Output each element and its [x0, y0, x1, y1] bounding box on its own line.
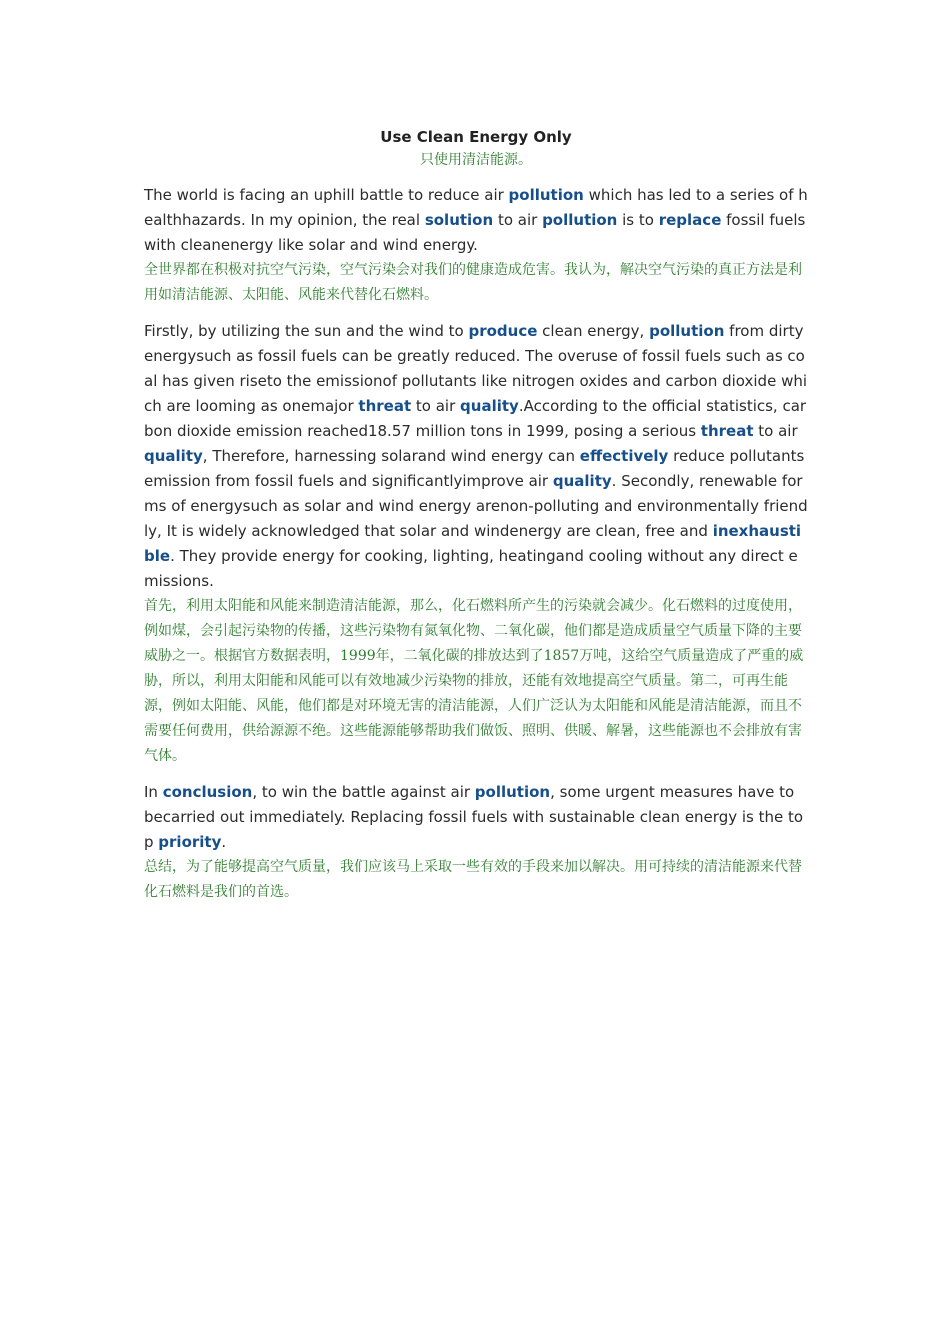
text-run: . Secondly, renewable forms of energysuch as solar and wind energy arenon-polluting and environmentally friendly, It is widely acknowledged that solar and windenergy are clean, free and	[144, 472, 808, 540]
keyword: effectively	[579, 447, 669, 465]
text-run: to air	[493, 211, 543, 229]
english-paragraph	[144, 780, 808, 855]
keyword: threat	[700, 422, 754, 440]
text-run: to air	[753, 422, 798, 440]
text-run: which has led to a series of healthhazards. In my opinion, the real	[144, 186, 808, 229]
text-run: .	[221, 833, 227, 851]
text-run: is to	[617, 211, 659, 229]
paragraph-block	[144, 183, 808, 308]
english-paragraph	[144, 319, 808, 594]
english-paragraph	[144, 183, 808, 258]
keyword: threat	[358, 397, 412, 415]
text-run: , Therefore, harnessing solarand wind energy can	[202, 447, 580, 465]
keyword: inexhaustible	[144, 522, 802, 565]
document-title: Use Clean Energy Only	[380, 128, 572, 146]
text-run: Firstly, by utilizing the sun and the wind to	[144, 322, 469, 340]
keyword: pollution	[542, 211, 618, 229]
text-run: fossil fuels with cleanenergy like solar and wind energy.	[144, 211, 806, 254]
document-title-translation: 只使用清洁能源。	[420, 152, 532, 168]
text-run: . They provide energy for cooking, lighting, heatingand cooling without any direct emissions.	[144, 547, 798, 590]
keyword: replace	[658, 211, 722, 229]
keyword: quality	[144, 447, 203, 465]
chinese-translation: 全世界都在积极对抗空气污染，空气污染会对我们的健康造成危害。我认为，解决空气污染的真正方法是利用如清洁能源、太阳能、风能来代替化石燃料。	[144, 262, 802, 303]
chinese-translation: 总结，为了能够提高空气质量，我们应该马上采取一些有效的手段来加以解决。用可持续的清洁能源来代替化石燃料是我们的首选。	[144, 859, 802, 900]
text-run: .According to the official statistics, carbon dioxide emission reached18.57 million tons in 1999, posing a serious	[144, 397, 807, 440]
keyword: quality	[460, 397, 519, 415]
text-run: from dirty energysuch as fossil fuels can be greatly reduced. The overuse of fossil fuels such as coal has given riseto the emissionof pollutants like nitrogen oxides and carbon dioxide which are looming as onemajor	[144, 322, 808, 415]
document-page	[144, 126, 808, 916]
text-run: The world is facing an uphill battle to reduce air	[144, 186, 509, 204]
keyword: quality	[552, 472, 612, 490]
paragraph-block	[144, 319, 808, 769]
paragraph-block	[144, 780, 808, 905]
text-run: In	[144, 783, 163, 801]
keyword: pollution	[649, 322, 725, 340]
text-run: to air	[411, 397, 461, 415]
text-run: clean energy,	[537, 322, 650, 340]
keyword: priority	[158, 833, 222, 851]
keyword: conclusion	[162, 783, 253, 801]
text-run: , to win the battle against air	[252, 783, 475, 801]
text-run: , some urgent measures have to becarried out immediately. Replacing fossil fuels with sustainable clean energy is the top	[144, 783, 804, 851]
keyword: produce	[468, 322, 538, 340]
keyword: pollution	[474, 783, 551, 801]
keyword: solution	[424, 211, 494, 229]
text-run: reduce pollutants emission from fossil fuels and significantlyimprove air	[144, 447, 805, 490]
keyword: pollution	[508, 186, 584, 204]
chinese-translation: 首先，利用太阳能和风能来制造清洁能源，那么，化石燃料所产生的污染就会减少。化石燃料的过度使用，例如煤，会引起污染物的传播，这些污染物有氮氧化物、二氧化碳，他们都是造成质量空气质量下降的主要威胁之一。根据官方数据表明，1999年，二氧化碳的排放达到了1857万吨，这给空气质量造成了严重的威胁，所以，利用太阳能和风能可以有效地减少污染物的排放，还能有效地提高空气质量。第二，可再生能源，例如太阳能、风能，他们都是对环境无害的清洁能源，人们广泛认为太阳能和风能是清洁能源，而且不需要任何费用，供给源源不绝。这些能源能够帮助我们做饭、照明、供暖、解暑，这些能源也不会排放有害气体。	[144, 598, 804, 764]
